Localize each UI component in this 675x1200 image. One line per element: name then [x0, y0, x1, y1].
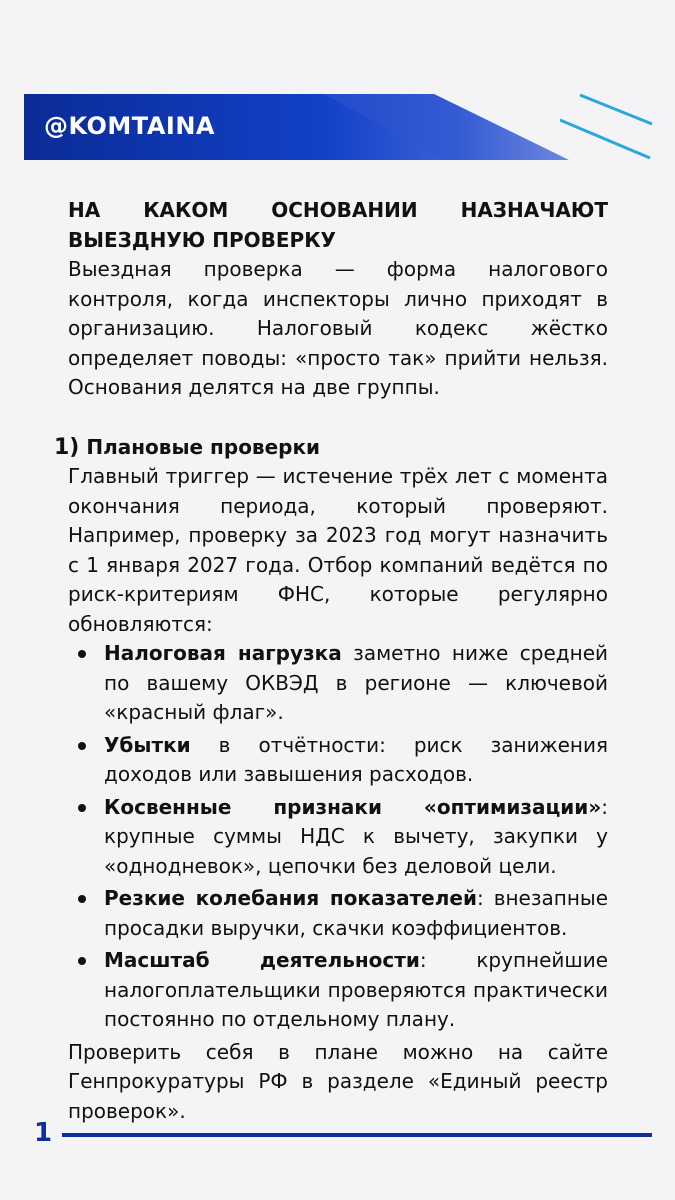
list-item: Косвенные признаки «оптимизации»: крупные суммы НДС к вычету, закупки у «однодневок», цепочки без деловой цели. [104, 793, 608, 882]
outro-paragraph: Проверить себя в плане можно на сайте Генпрокуратуры РФ в разделе «Единый реестр проверок». [68, 1039, 608, 1123]
list-item: Резкие колебания показателей: внезапные просадки выручки, скачки коэффициентов. [104, 884, 608, 943]
article-body [54, 196, 608, 1126]
footer-divider [62, 1133, 652, 1137]
section-heading [54, 433, 608, 463]
list-item: Масштаб деятельности: крупнейшие налогоплательщики проверяются практически постоянно по отдельному плану. [104, 946, 608, 1035]
section-paragraph: Главный триггер — истечение трёх лет с момента окончания периода, который проверяют. Например, проверку за 2023 год могут назначить с 1 января 2027 года. Отбор компаний ведётся по риск-критериям ФНС, которые регулярно обновляются: [68, 464, 608, 636]
decorative-lines-icon [560, 90, 670, 170]
list-item: Налоговая нагрузка заметно ниже средней по вашему ОКВЭД в регионе — ключевой «красный флаг». [104, 639, 608, 728]
article-title: НА КАКОМ ОСНОВАНИИ НАЗНАЧАЮТ ВЫЕЗДНУЮ ПРОВЕРКУ [68, 198, 608, 252]
list-item: Убытки в отчётности: риск занижения доходов или завышения расходов. [104, 731, 608, 790]
risk-criteria-list [68, 639, 608, 1035]
brand-handle: @KOMTAINA [44, 112, 215, 140]
intro-paragraph: Выездная проверка — форма налогового контроля, когда инспекторы лично приходят в организацию. Налоговый кодекс жёстко определяет поводы: «просто так» прийти нельзя. Основания делятся на две группы. [68, 257, 608, 399]
page-number: 1 [34, 1118, 53, 1148]
section-number: 1) [54, 434, 80, 460]
section-title: Плановые проверки [86, 434, 321, 459]
